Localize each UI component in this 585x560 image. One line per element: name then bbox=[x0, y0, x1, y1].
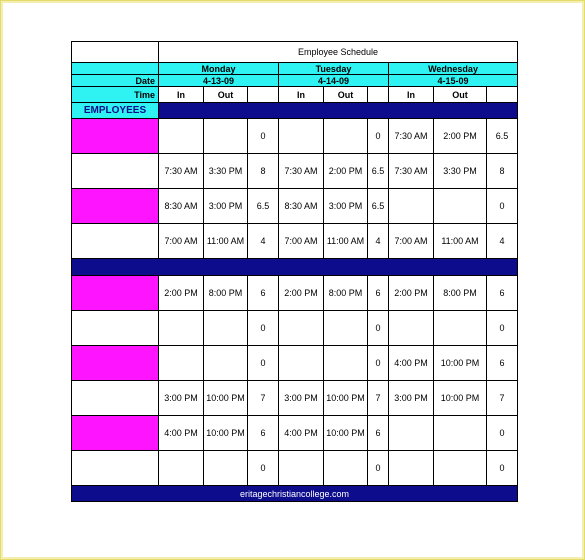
tuesday-in-header: In bbox=[279, 87, 324, 103]
employee-name-cell[interactable] bbox=[72, 346, 159, 381]
wednesday-in-cell[interactable]: 4:00 PM bbox=[389, 346, 434, 381]
monday-out-cell[interactable]: 3:30 PM bbox=[204, 154, 248, 189]
employees-header-band bbox=[159, 103, 518, 119]
group-divider-band bbox=[72, 259, 518, 276]
tuesday-out-cell[interactable]: 3:00 PM bbox=[324, 189, 368, 224]
monday-in-cell[interactable] bbox=[159, 119, 204, 154]
tuesday-out-cell[interactable] bbox=[324, 346, 368, 381]
wednesday-out-cell[interactable]: 2:00 PM bbox=[434, 119, 487, 154]
monday-out-cell[interactable] bbox=[204, 119, 248, 154]
monday-in-cell[interactable] bbox=[159, 451, 204, 486]
monday-in-header: In bbox=[159, 87, 204, 103]
employees-header: EMPLOYEES bbox=[72, 103, 159, 119]
table-row bbox=[72, 451, 518, 486]
page-title: Employee Schedule bbox=[159, 42, 518, 63]
monday-in-cell[interactable]: 2:00 PM bbox=[159, 276, 204, 311]
tuesday-in-cell[interactable]: 7:00 AM bbox=[279, 224, 324, 259]
monday-in-cell[interactable] bbox=[159, 311, 204, 346]
day-label-blank bbox=[72, 63, 159, 75]
day-wednesday: Wednesday bbox=[389, 63, 518, 75]
wednesday-hours-cell[interactable]: 4 bbox=[487, 224, 518, 259]
tuesday-in-cell[interactable] bbox=[279, 311, 324, 346]
tuesday-out-cell[interactable]: 10:00 PM bbox=[324, 416, 368, 451]
monday-hours-cell[interactable]: 8 bbox=[248, 154, 279, 189]
wednesday-in-cell[interactable]: 7:00 AM bbox=[389, 224, 434, 259]
employee-name-cell[interactable] bbox=[72, 311, 159, 346]
monday-out-cell[interactable]: 8:00 PM bbox=[204, 276, 248, 311]
monday-hours-cell[interactable]: 4 bbox=[248, 224, 279, 259]
wednesday-out-cell[interactable]: 11:00 AM bbox=[434, 224, 487, 259]
monday-out-cell[interactable] bbox=[204, 311, 248, 346]
wednesday-in-header: In bbox=[389, 87, 434, 103]
monday-in-cell[interactable] bbox=[159, 346, 204, 381]
tuesday-out-cell[interactable]: 10:00 PM bbox=[324, 381, 368, 416]
tuesday-out-cell[interactable]: 2:00 PM bbox=[324, 154, 368, 189]
wednesday-hours-cell[interactable]: 6.5 bbox=[487, 119, 518, 154]
tuesday-hours-cell[interactable]: 4 bbox=[368, 224, 389, 259]
wednesday-hours-cell[interactable]: 6 bbox=[487, 276, 518, 311]
monday-hours-cell[interactable]: 0 bbox=[248, 346, 279, 381]
tuesday-in-cell[interactable] bbox=[279, 346, 324, 381]
monday-out-header: Out bbox=[204, 87, 248, 103]
wednesday-out-cell[interactable] bbox=[434, 451, 487, 486]
wednesday-hours-cell[interactable]: 0 bbox=[487, 451, 518, 486]
table-row bbox=[72, 154, 518, 189]
monday-out-cell[interactable]: 10:00 PM bbox=[204, 416, 248, 451]
table-row bbox=[72, 381, 518, 416]
wednesday-out-cell[interactable] bbox=[434, 416, 487, 451]
monday-out-cell[interactable]: 11:00 AM bbox=[204, 224, 248, 259]
tuesday-hours-header bbox=[368, 87, 389, 103]
wednesday-in-cell[interactable]: 7:30 AM bbox=[389, 119, 434, 154]
tuesday-in-cell[interactable] bbox=[279, 451, 324, 486]
tuesday-in-cell[interactable]: 3:00 PM bbox=[279, 381, 324, 416]
tuesday-hours-cell[interactable]: 6.5 bbox=[368, 154, 389, 189]
table-row bbox=[72, 311, 518, 346]
wednesday-out-cell[interactable]: 10:00 PM bbox=[434, 346, 487, 381]
tuesday-hours-cell[interactable]: 7 bbox=[368, 381, 389, 416]
tuesday-in-cell[interactable]: 4:00 PM bbox=[279, 416, 324, 451]
tuesday-hours-cell[interactable]: 6 bbox=[368, 416, 389, 451]
monday-hours-cell[interactable]: 6.5 bbox=[248, 189, 279, 224]
monday-hours-cell[interactable]: 0 bbox=[248, 451, 279, 486]
wednesday-hours-cell[interactable]: 7 bbox=[487, 381, 518, 416]
date-wednesday: 4-15-09 bbox=[389, 75, 518, 87]
day-tuesday: Tuesday bbox=[279, 63, 389, 75]
employee-name-cell[interactable] bbox=[72, 154, 159, 189]
time-label: Time bbox=[72, 87, 159, 103]
monday-hours-cell[interactable]: 6 bbox=[248, 276, 279, 311]
table-row bbox=[72, 416, 518, 451]
tuesday-out-cell[interactable] bbox=[324, 451, 368, 486]
monday-in-cell[interactable]: 8:30 AM bbox=[159, 189, 204, 224]
monday-out-cell[interactable]: 3:00 PM bbox=[204, 189, 248, 224]
employee-name-cell[interactable] bbox=[72, 224, 159, 259]
tuesday-out-cell[interactable]: 11:00 AM bbox=[324, 224, 368, 259]
tuesday-hours-cell[interactable]: 0 bbox=[368, 346, 389, 381]
wednesday-in-cell[interactable]: 3:00 PM bbox=[389, 381, 434, 416]
monday-hours-cell[interactable]: 0 bbox=[248, 311, 279, 346]
wednesday-out-cell[interactable] bbox=[434, 311, 487, 346]
wednesday-out-header: Out bbox=[434, 87, 487, 103]
wednesday-in-cell[interactable]: 7:30 AM bbox=[389, 154, 434, 189]
wednesday-in-cell[interactable]: 2:00 PM bbox=[389, 276, 434, 311]
table-row bbox=[72, 276, 518, 311]
tuesday-out-cell[interactable] bbox=[324, 119, 368, 154]
table-row bbox=[72, 346, 518, 381]
tuesday-out-header: Out bbox=[324, 87, 368, 103]
tuesday-in-cell[interactable]: 8:30 AM bbox=[279, 189, 324, 224]
monday-in-cell[interactable]: 4:00 PM bbox=[159, 416, 204, 451]
wednesday-out-cell[interactable]: 10:00 PM bbox=[434, 381, 487, 416]
tuesday-hours-cell[interactable]: 6 bbox=[368, 276, 389, 311]
wednesday-out-cell[interactable]: 8:00 PM bbox=[434, 276, 487, 311]
monday-hours-header bbox=[248, 87, 279, 103]
wednesday-out-cell[interactable]: 3:30 PM bbox=[434, 154, 487, 189]
monday-out-cell[interactable] bbox=[204, 346, 248, 381]
day-monday: Monday bbox=[159, 63, 279, 75]
monday-out-cell[interactable]: 10:00 PM bbox=[204, 381, 248, 416]
wednesday-in-cell[interactable] bbox=[389, 416, 434, 451]
wednesday-hours-cell[interactable]: 0 bbox=[487, 311, 518, 346]
tuesday-hours-cell[interactable]: 0 bbox=[368, 451, 389, 486]
watermark-text: eritagechristiancollege.com bbox=[240, 488, 350, 499]
tuesday-in-cell[interactable] bbox=[279, 119, 324, 154]
wednesday-in-cell[interactable] bbox=[389, 451, 434, 486]
employee-schedule-table bbox=[71, 41, 518, 502]
monday-in-cell[interactable]: 3:00 PM bbox=[159, 381, 204, 416]
tuesday-in-cell[interactable]: 2:00 PM bbox=[279, 276, 324, 311]
wednesday-out-cell[interactable] bbox=[434, 189, 487, 224]
tuesday-in-cell[interactable]: 7:30 AM bbox=[279, 154, 324, 189]
employee-name-cell[interactable] bbox=[72, 451, 159, 486]
monday-out-cell[interactable] bbox=[204, 451, 248, 486]
employee-name-cell[interactable] bbox=[72, 276, 159, 311]
date-monday: 4-13-09 bbox=[159, 75, 279, 87]
tuesday-out-cell[interactable]: 8:00 PM bbox=[324, 276, 368, 311]
wednesday-in-cell[interactable] bbox=[389, 311, 434, 346]
footer-band bbox=[72, 486, 518, 502]
monday-hours-cell[interactable]: 0 bbox=[248, 119, 279, 154]
monday-in-cell[interactable]: 7:30 AM bbox=[159, 154, 204, 189]
monday-in-cell[interactable]: 7:00 AM bbox=[159, 224, 204, 259]
employee-name-cell[interactable] bbox=[72, 119, 159, 154]
tuesday-hours-cell[interactable]: 6.5 bbox=[368, 189, 389, 224]
table-row bbox=[72, 224, 518, 259]
wednesday-in-cell[interactable] bbox=[389, 189, 434, 224]
employee-name-cell[interactable] bbox=[72, 381, 159, 416]
tuesday-hours-cell[interactable]: 0 bbox=[368, 311, 389, 346]
tuesday-hours-cell[interactable]: 0 bbox=[368, 119, 389, 154]
table-row bbox=[72, 119, 518, 154]
employee-name-cell[interactable] bbox=[72, 189, 159, 224]
wednesday-hours-header bbox=[487, 87, 518, 103]
employee-name-cell[interactable] bbox=[72, 416, 159, 451]
monday-hours-cell[interactable]: 7 bbox=[248, 381, 279, 416]
wednesday-hours-cell[interactable]: 0 bbox=[487, 416, 518, 451]
table-row bbox=[72, 189, 518, 224]
monday-hours-cell[interactable]: 6 bbox=[248, 416, 279, 451]
wednesday-hours-cell[interactable]: 8 bbox=[487, 154, 518, 189]
date-label: Date bbox=[72, 75, 159, 87]
date-tuesday: 4-14-09 bbox=[279, 75, 389, 87]
wednesday-hours-cell[interactable]: 6 bbox=[487, 346, 518, 381]
tuesday-out-cell[interactable] bbox=[324, 311, 368, 346]
title-left-blank bbox=[72, 42, 159, 63]
wednesday-hours-cell[interactable]: 0 bbox=[487, 189, 518, 224]
